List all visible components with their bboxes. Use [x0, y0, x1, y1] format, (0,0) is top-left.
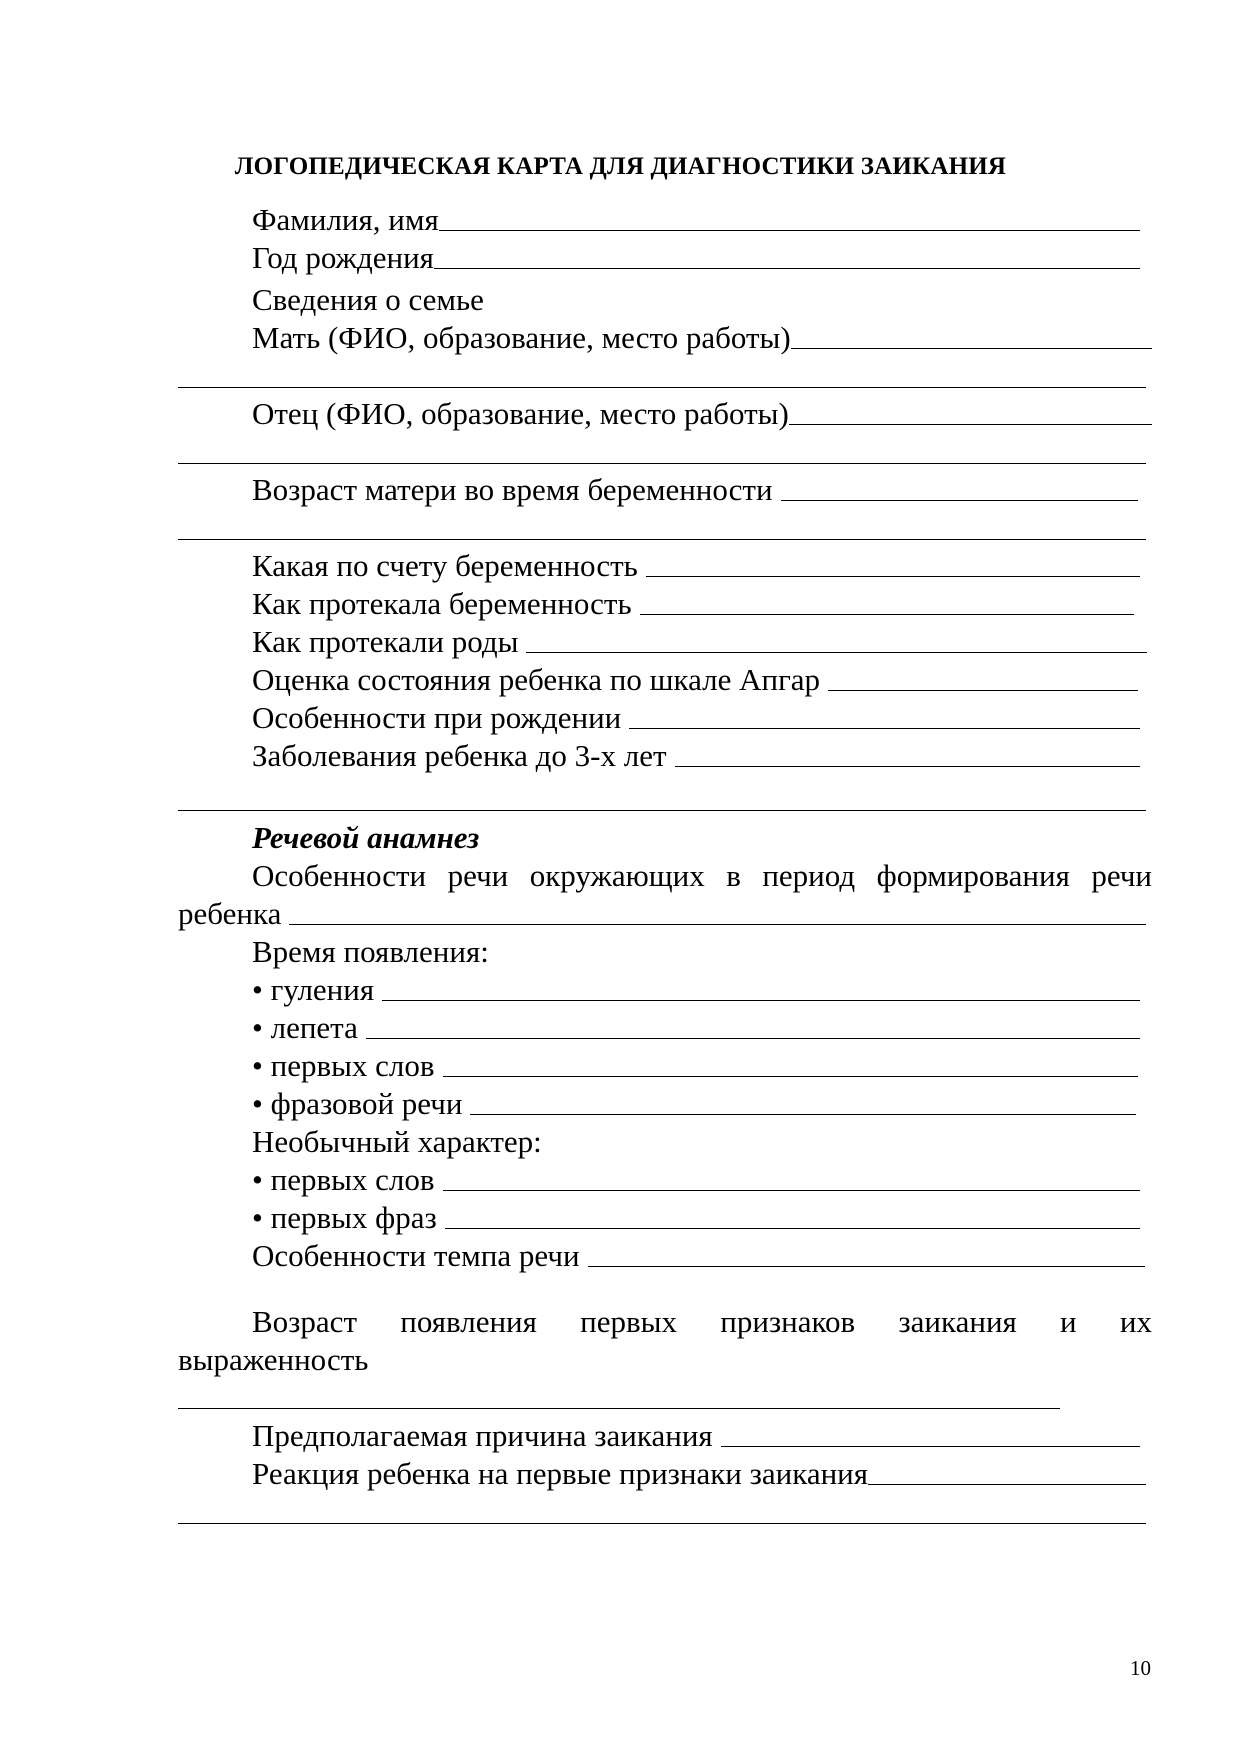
- answer-line[interactable]: [382, 1000, 1140, 1001]
- answer-line[interactable]: [646, 576, 1140, 577]
- field-label: • гуления: [252, 972, 375, 1007]
- field-environment-speech: [178, 894, 1146, 934]
- answer-line-father-continued[interactable]: [178, 463, 1146, 464]
- answer-line[interactable]: [366, 1038, 1140, 1039]
- answer-line[interactable]: [781, 500, 1138, 501]
- field-birth-year: [252, 238, 1140, 278]
- answer-line[interactable]: [526, 652, 1147, 653]
- answer-line[interactable]: [640, 614, 1134, 615]
- field-father: [252, 394, 1152, 434]
- field-label: Предполагаемая причина заикания: [252, 1418, 713, 1453]
- field-label: Особенности темпа речи: [252, 1238, 580, 1273]
- family-info-label: Сведения о семье: [252, 282, 484, 317]
- field-mother-age: [252, 470, 1138, 510]
- field-label: Возраст матери во время беременности: [252, 472, 773, 507]
- onset-age-label-continued: выраженность: [178, 1342, 369, 1377]
- field-label: Мать (ФИО, образование, место работы): [252, 320, 791, 355]
- answer-line[interactable]: [791, 348, 1152, 349]
- answer-line-onset-age[interactable]: [178, 1408, 1060, 1409]
- answer-line-child-reaction-continued[interactable]: [178, 1523, 1146, 1524]
- environment-speech-label: Особенности речи окружающих в период формирования речи: [252, 858, 1152, 893]
- field-birth-course: [252, 622, 1147, 662]
- answer-line-mother-continued[interactable]: [178, 387, 1146, 388]
- field-label: Заболевания ребенка до 3-х лет: [252, 738, 667, 773]
- field-cooing: [252, 970, 1140, 1010]
- field-label: • первых слов: [252, 1048, 435, 1083]
- answer-line[interactable]: [439, 230, 1140, 231]
- field-label: Год рождения: [252, 240, 434, 275]
- answer-line[interactable]: [588, 1266, 1145, 1267]
- field-label: Как протекали роды: [252, 624, 519, 659]
- field-label: • первых фраз: [252, 1200, 437, 1235]
- field-unusual-first-phrases: [252, 1198, 1140, 1238]
- answer-line[interactable]: [443, 1076, 1138, 1077]
- section-heading-speech-history: Речевой анамнез: [252, 820, 480, 855]
- page-number: 10: [1130, 1656, 1151, 1680]
- onset-age-label: Возраст появления первых признаков заикания и их: [252, 1304, 1152, 1339]
- answer-line[interactable]: [789, 424, 1152, 425]
- field-mother: [252, 318, 1152, 358]
- field-label: ребенка: [178, 896, 282, 931]
- field-birth-features: [252, 698, 1140, 738]
- answer-line[interactable]: [828, 690, 1138, 691]
- unusual-character-label: Необычный характер:: [252, 1124, 542, 1159]
- field-label: Фамилия, имя: [252, 202, 439, 237]
- appearance-time-label: Время появления:: [252, 934, 489, 969]
- field-supposed-cause: [252, 1416, 1140, 1456]
- answer-line[interactable]: [868, 1484, 1146, 1485]
- answer-line[interactable]: [443, 1190, 1140, 1191]
- field-label: Особенности при рождении: [252, 700, 622, 735]
- field-label: • первых слов: [252, 1162, 435, 1197]
- answer-line-diseases-continued[interactable]: [178, 810, 1146, 811]
- field-apgar: [252, 660, 1138, 700]
- answer-line-mother-age-continued[interactable]: [178, 539, 1146, 540]
- field-babbling: [252, 1008, 1140, 1048]
- field-diseases: [252, 736, 1140, 776]
- field-label: • фразовой речи: [252, 1086, 463, 1121]
- field-label: Оценка состояния ребенка по шкале Апгар: [252, 662, 821, 697]
- answer-line[interactable]: [434, 268, 1140, 269]
- field-pregnancy-course: [252, 584, 1134, 624]
- answer-line[interactable]: [629, 728, 1140, 729]
- answer-line[interactable]: [289, 924, 1146, 925]
- field-label: Как протекала беременность: [252, 586, 632, 621]
- answer-line[interactable]: [445, 1228, 1140, 1229]
- answer-line[interactable]: [675, 766, 1140, 767]
- answer-line[interactable]: [470, 1114, 1136, 1115]
- field-label: Какая по счету беременность: [252, 548, 638, 583]
- field-speech-tempo: [252, 1236, 1145, 1276]
- field-unusual-first-words: [252, 1160, 1140, 1200]
- field-child-reaction: [252, 1454, 1146, 1494]
- field-label: Реакция ребенка на первые признаки заикания: [252, 1456, 869, 1491]
- field-surname-name: [252, 200, 1140, 240]
- answer-line[interactable]: [721, 1446, 1140, 1447]
- field-pregnancy-number: [252, 546, 1140, 586]
- document-title: ЛОГОПЕДИЧЕСКАЯ КАРТА ДЛЯ ДИАГНОСТИКИ ЗАИКАНИЯ: [234, 153, 1007, 180]
- field-first-words: [252, 1046, 1138, 1086]
- field-phrasal-speech: [252, 1084, 1136, 1124]
- field-label: • лепета: [252, 1010, 358, 1045]
- field-label: Отец (ФИО, образование, место работы): [252, 396, 789, 431]
